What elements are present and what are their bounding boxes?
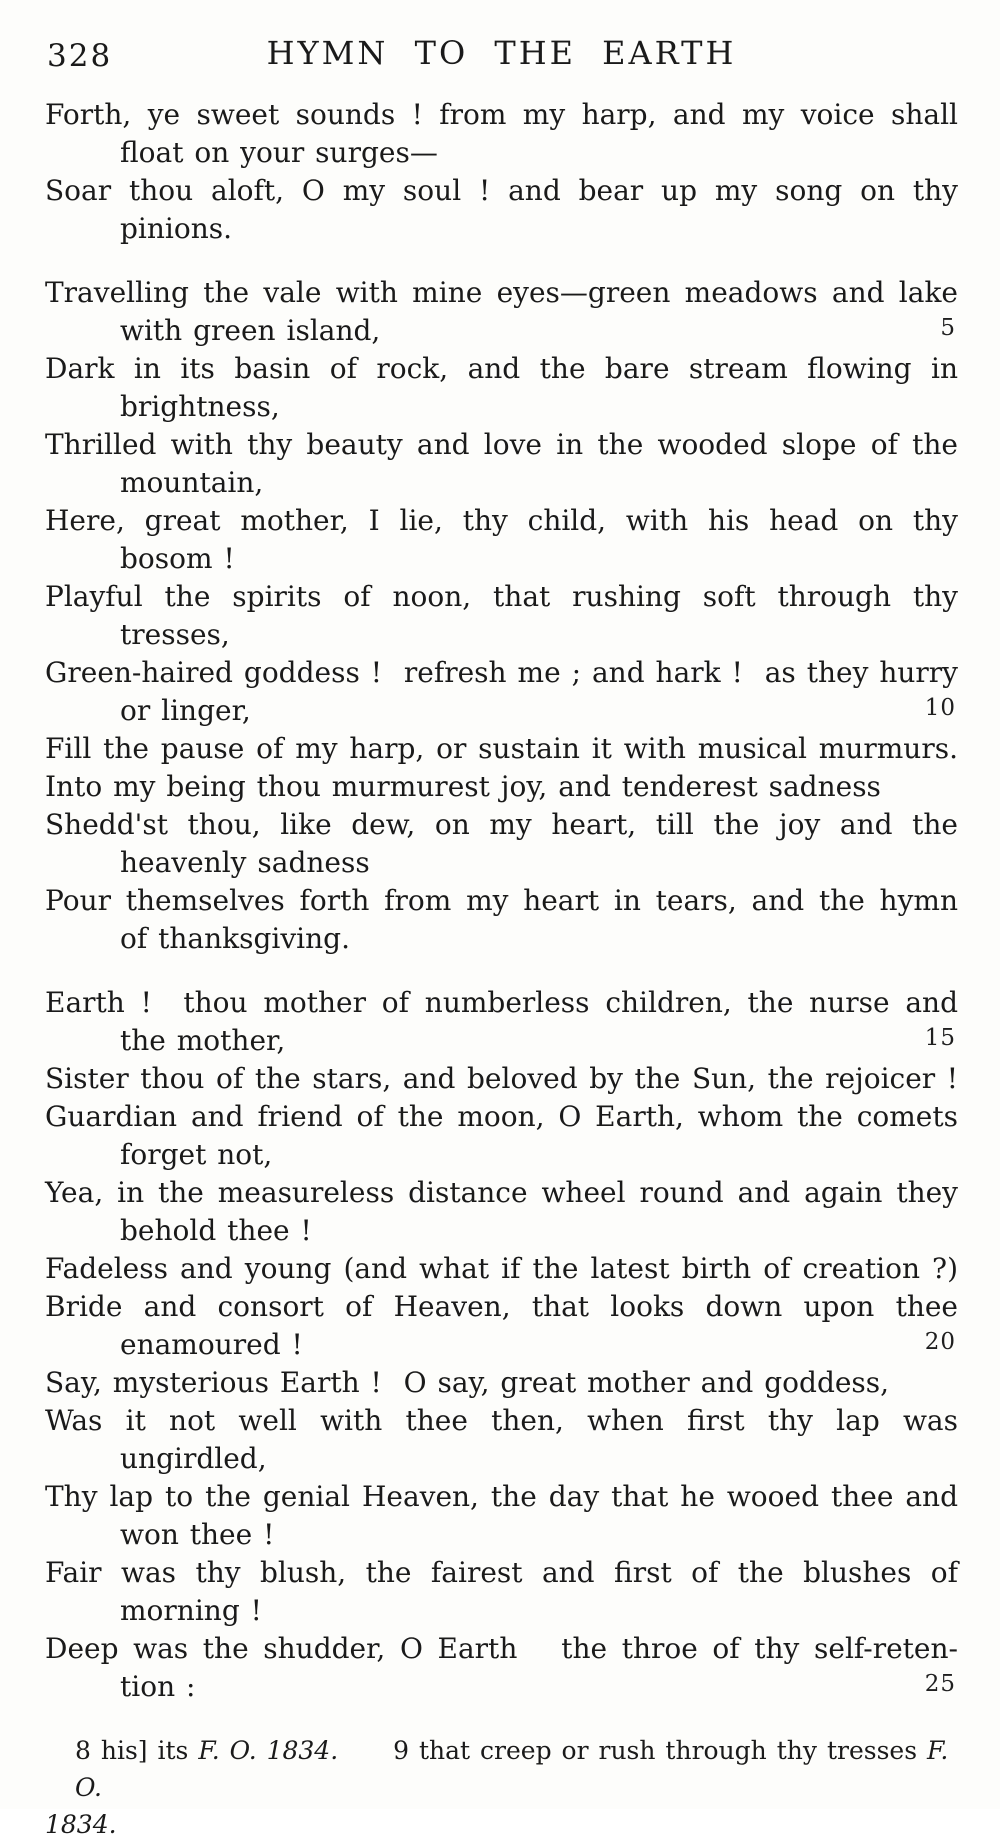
poem-line bbox=[45, 1212, 958, 1250]
poem-line bbox=[45, 1136, 958, 1174]
poem-line-text: Soar thou aloft, O my soul ! and bear up my song on thy bbox=[45, 174, 958, 207]
poem-line-text: bosom ! bbox=[120, 542, 235, 575]
poem-line-text: forget not, bbox=[120, 1138, 273, 1171]
poem-line-text: tresses, bbox=[120, 618, 230, 651]
poem-line bbox=[45, 172, 958, 210]
poem-line bbox=[45, 312, 958, 350]
poem-line-text: tion : bbox=[120, 1670, 196, 1703]
poem-line bbox=[45, 426, 958, 464]
footnote-source-ref: F. O. bbox=[75, 1736, 959, 1802]
page-header bbox=[45, 34, 958, 78]
poem-line bbox=[45, 96, 958, 134]
poem-line bbox=[45, 1668, 958, 1706]
footnote-text: 8 his] its bbox=[75, 1736, 199, 1765]
poem-line bbox=[45, 464, 958, 502]
poem-line bbox=[45, 654, 958, 692]
poem-line bbox=[45, 616, 958, 654]
poem-line bbox=[45, 768, 958, 806]
poem-line bbox=[45, 1288, 958, 1326]
poem-line bbox=[45, 806, 958, 844]
poem-line bbox=[45, 350, 958, 388]
poem-line-text: Fill the pause of my harp, or sustain it with musical murmurs. bbox=[45, 732, 958, 765]
poem-line-text: pinions. bbox=[120, 212, 233, 245]
poem-line-text: heavenly sadness bbox=[120, 846, 370, 879]
poem-line-text: Fadeless and young (and what if the latest birth of creation ?) bbox=[45, 1252, 958, 1285]
poem-line bbox=[45, 1364, 958, 1402]
poem-line-text: Into my being thou murmurest joy, and tenderest sadness bbox=[45, 770, 881, 803]
poem-line-text: mountain, bbox=[120, 466, 264, 499]
poem-line bbox=[45, 210, 958, 248]
page-number: 328 bbox=[47, 38, 113, 74]
line-number: 5 bbox=[940, 315, 956, 341]
poem-line bbox=[45, 1402, 958, 1440]
poem-line bbox=[45, 692, 958, 730]
poem-line-text: Guardian and friend of the moon, O Earth, whom the comets bbox=[45, 1100, 958, 1133]
poem-line-text: Shedd'st thou, like dew, on my heart, till the joy and the bbox=[45, 808, 958, 841]
poem-line bbox=[45, 1440, 958, 1478]
poem-line-text: Deep was the shudder, O Earth the throe of thy self-reten- bbox=[45, 1632, 958, 1665]
poem-line bbox=[45, 1098, 958, 1136]
poem-line bbox=[45, 882, 958, 920]
poem-line-text: Playful the spirits of noon, that rushing soft through thy bbox=[45, 580, 958, 613]
poem-line-text: enamoured ! bbox=[120, 1328, 303, 1361]
poem-line bbox=[45, 1478, 958, 1516]
poem-line bbox=[45, 1174, 958, 1212]
poem-line-text: Thrilled with thy beauty and love in the wooded slope of the bbox=[45, 428, 958, 461]
poem-line bbox=[45, 540, 958, 578]
poem-line bbox=[45, 1592, 958, 1630]
poem-line bbox=[45, 1630, 958, 1668]
poem-line bbox=[45, 274, 958, 312]
poem-line bbox=[45, 1022, 958, 1060]
poem-line bbox=[45, 388, 958, 426]
poem-line bbox=[45, 730, 958, 768]
poem-line bbox=[45, 984, 958, 1022]
poem-line-text: behold thee ! bbox=[120, 1214, 312, 1247]
poem-line-text: Pour themselves forth from my heart in tears, and the hymn bbox=[45, 884, 958, 917]
poem-line-text: Sister thou of the stars, and beloved by the Sun, the rejoicer ! bbox=[45, 1062, 958, 1095]
poem-line-text: Travelling the vale with mine eyes—green meadows and lake bbox=[45, 276, 958, 309]
poem-line bbox=[45, 134, 958, 172]
poem-line-text: Was it not well with thee then, when first thy lap was bbox=[45, 1404, 958, 1437]
poem-line bbox=[45, 578, 958, 616]
footnote-source-ref: F. O. 1834. bbox=[198, 1736, 339, 1765]
poem-line bbox=[45, 1250, 958, 1288]
line-number: 10 bbox=[924, 695, 956, 721]
poem-line bbox=[45, 1326, 958, 1364]
poem-line-text: Fair was thy blush, the fairest and first of the blushes of bbox=[45, 1556, 958, 1589]
poem-line bbox=[45, 1554, 958, 1592]
footnote-text: 9 that creep or rush through thy tresses bbox=[393, 1736, 927, 1765]
footnote-line bbox=[45, 1732, 958, 1806]
running-title: HYMN TO THE EARTH bbox=[266, 34, 737, 72]
poem-line-text: Dark in its basin of rock, and the bare stream flowing in bbox=[45, 352, 958, 385]
poem-line-text: Green-haired goddess ! refresh me ; and hark ! as they hurry bbox=[45, 656, 958, 689]
poem-line-text: Earth ! thou mother of numberless children, the nurse and bbox=[45, 986, 958, 1019]
poem-line-text: Thy lap to the genial Heaven, the day that he wooed thee and bbox=[45, 1480, 958, 1513]
stanza bbox=[45, 984, 958, 1706]
poem-line-text: Here, great mother, I lie, thy child, with his head on thy bbox=[45, 504, 958, 537]
stanza bbox=[45, 274, 958, 958]
poem bbox=[45, 96, 958, 1706]
poem-line-text: ungirdled, bbox=[120, 1442, 267, 1475]
poem-line-text: with green island, bbox=[120, 314, 381, 347]
line-number: 20 bbox=[924, 1329, 956, 1355]
poem-line-text: or linger, bbox=[120, 694, 251, 727]
footnotes bbox=[45, 1732, 958, 1843]
poem-line-text: Yea, in the measureless distance wheel round and again they bbox=[45, 1176, 958, 1209]
poem-line-text: won thee ! bbox=[120, 1518, 275, 1551]
poem-line-text: the mother, bbox=[120, 1024, 286, 1057]
line-number: 25 bbox=[924, 1671, 956, 1697]
poem-line-text: of thanksgiving. bbox=[120, 922, 350, 955]
poem-line-text: float on your surges— bbox=[120, 136, 438, 169]
poem-line-text: brightness, bbox=[120, 390, 280, 423]
footnote-line bbox=[45, 1806, 958, 1843]
poem-line bbox=[45, 502, 958, 540]
poem-line-text: Say, mysterious Earth ! O say, great mother and goddess, bbox=[45, 1366, 890, 1399]
poem-line-text: Bride and consort of Heaven, that looks down upon thee bbox=[45, 1290, 958, 1323]
poem-line bbox=[45, 1516, 958, 1554]
poem-line bbox=[45, 1060, 958, 1098]
poem-line bbox=[45, 844, 958, 882]
poem-line bbox=[45, 920, 958, 958]
line-number: 15 bbox=[924, 1025, 956, 1051]
footnote-source-ref: 1834. bbox=[45, 1810, 117, 1839]
poem-line-text: Forth, ye sweet sounds ! from my harp, and my voice shall bbox=[45, 98, 958, 131]
poem-line-text: morning ! bbox=[120, 1594, 262, 1627]
stanza bbox=[45, 96, 958, 248]
